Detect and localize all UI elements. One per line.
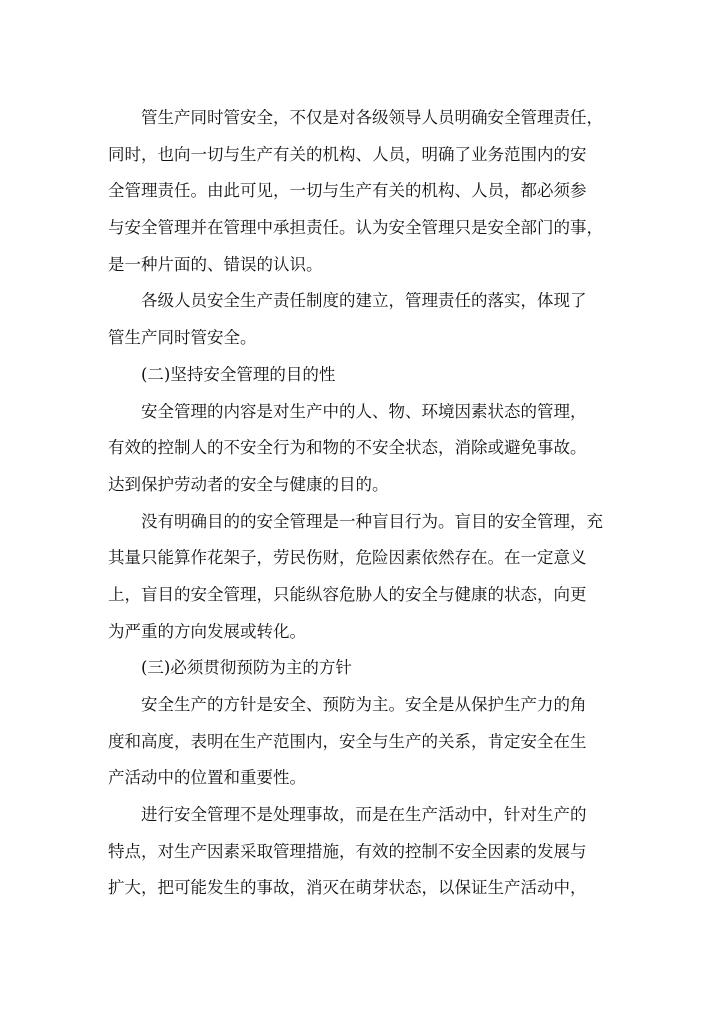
paragraph-line: 有效的控制人的不安全行为和物的不安全状态，消除或避免事故。 [108, 438, 587, 458]
paragraph-line: 扩大，把可能发生的事故，消灭在萌芽状态，以保证生产活动中， [108, 878, 587, 898]
paragraph-line: 全管理责任。由此可见，一切与生产有关的机构、人员，都必须参 [108, 181, 587, 201]
document-body [108, 100, 608, 907]
paragraph-line: 为严重的方向发展或转化。 [108, 621, 306, 641]
paragraph-line: 其量只能算作花架子，劳民伤财，危险因素依然存在。在一定意义 [108, 548, 587, 568]
paragraph-line: 没有明确目的的安全管理是一种盲目行为。盲目的安全管理，充 [141, 511, 603, 531]
paragraph-line: 产活动中的位置和重要性。 [108, 768, 306, 788]
paragraph-line: 与安全管理并在管理中承担责任。认为安全管理只是安全部门的事， [108, 218, 603, 238]
paragraph-line: 是一种片面的、错误的认识。 [108, 254, 323, 274]
paragraph-line: 同时，也向一切与生产有关的机构、人员，明确了业务范围内的安 [108, 144, 587, 164]
paragraph-line: 各级人员安全生产责任制度的建立，管理责任的落实，体现了 [141, 291, 587, 311]
paragraph-line: 管生产同时管安全，不仅是对各级领导人员明确安全管理责任， [141, 108, 603, 127]
paragraph-line: 特点，对生产因素采取管理措施，有效的控制不安全因素的发展与 [108, 841, 587, 861]
paragraph-line: 上，盲目的安全管理，只能纵容危胁人的安全与健康的状态，向更 [108, 584, 587, 604]
paragraph-line: 进行安全管理不是处理事故，而是在生产活动中，针对生产的 [141, 805, 587, 825]
paragraph-line: 达到保护劳动者的安全与健康的目的。 [108, 474, 389, 494]
paragraph-line: 度和高度，表明在生产范围内，安全与生产的关系，肯定安全在生 [108, 731, 587, 751]
paragraph-line: 安全生产的方针是安全、预防为主。安全是从保护生产力的角 [141, 695, 587, 714]
section-heading: (二)坚持安全管理的目的性 [141, 364, 336, 384]
paragraph-line: 管生产同时管安全。 [108, 328, 257, 348]
paragraph-line: 安全管理的内容是对生产中的人、物、环境因素状态的管理， [141, 401, 587, 421]
section-heading: (三)必须贯彻预防为主的方针 [141, 658, 352, 678]
